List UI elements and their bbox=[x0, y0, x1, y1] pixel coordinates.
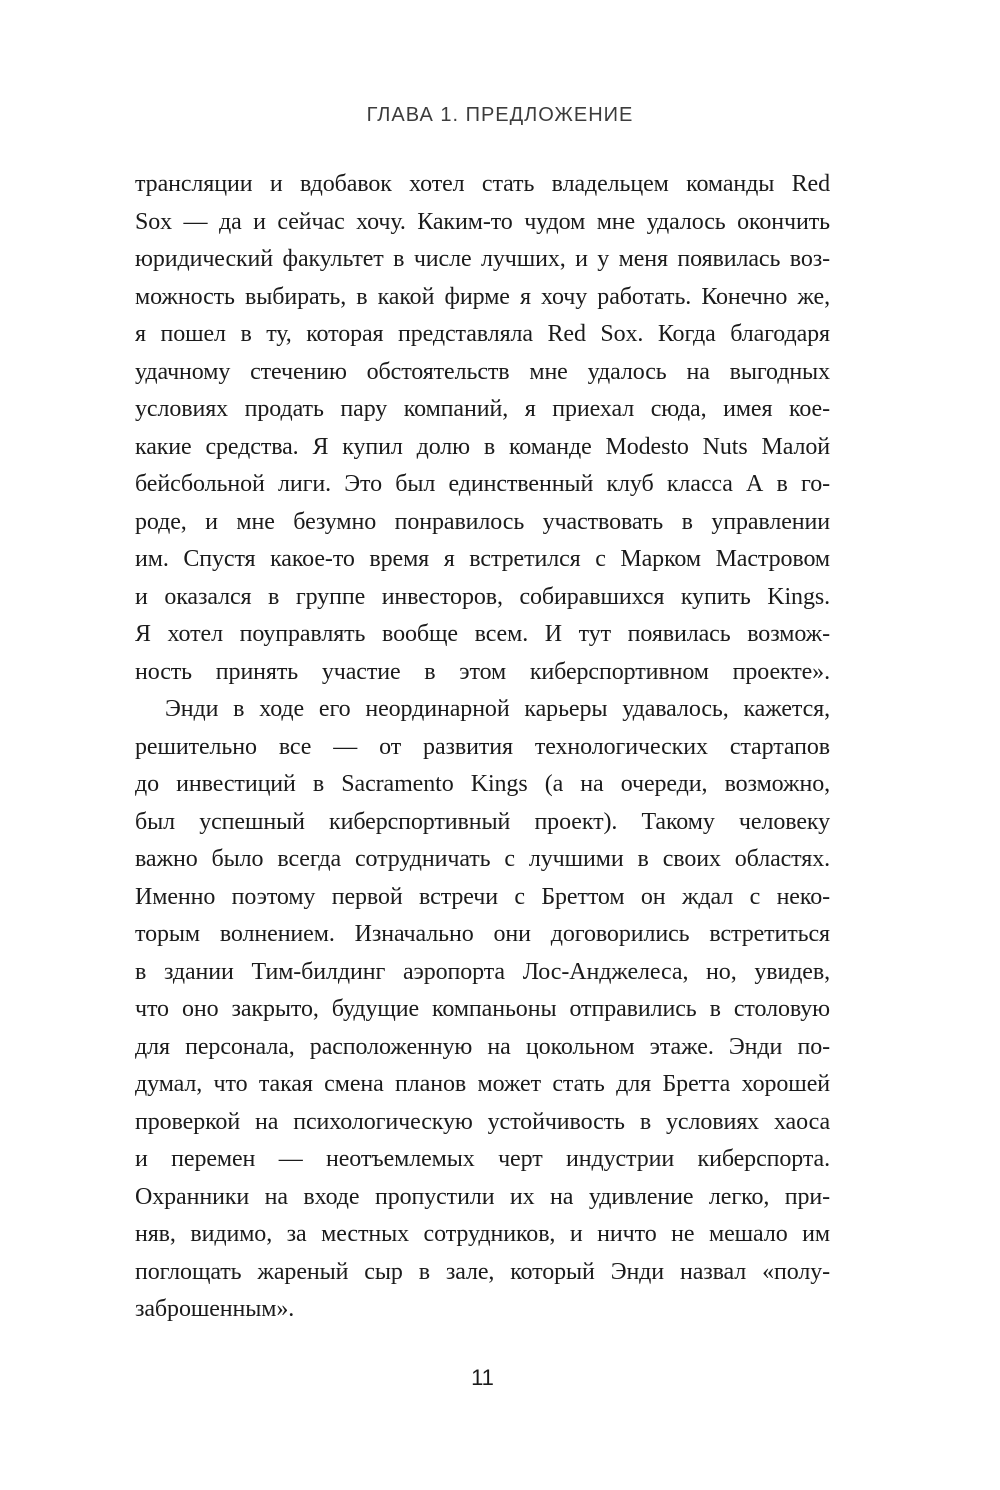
paragraph bbox=[135, 691, 830, 1329]
text-line: няв, видимо, за местных сотрудников, и ничто не мешало им bbox=[135, 1221, 830, 1247]
text-line: удачному стечению обстоятельств мне удалось на выгодных bbox=[135, 358, 830, 385]
text-line: я пошел в ту, которая представляла Red Sox. Когда благодаря bbox=[135, 321, 830, 347]
text-line: и перемен — неотъемлемых черт индустрии киберспорта. bbox=[135, 1146, 830, 1172]
text-line: Энди в ходе его неординарной карьеры удавалось, кажется, bbox=[165, 696, 830, 722]
text-line: решительно все — от развития технологических стартапов bbox=[135, 733, 830, 760]
text-line: какие средства. Я купил долю в команде Modesto Nuts Малой bbox=[135, 433, 830, 460]
text-line: поглощать жареный сыр в зале, который Энди назвал «полу- bbox=[135, 1258, 830, 1285]
text-line: трансляции и вдобавок хотел стать владельцем команды Red bbox=[135, 171, 830, 197]
text-line: ность принять участие в этом киберспортивном проекте». bbox=[135, 658, 830, 685]
chapter-running-header: ГЛАВА 1. ПРЕДЛОЖЕНИЕ bbox=[366, 104, 634, 126]
text-line: Охранники на входе пропустили их на удивление легко, при- bbox=[135, 1183, 830, 1210]
text-line: до инвестиций в Sacramento Kings (а на очереди, возможно, bbox=[135, 771, 830, 797]
text-line: важно было всегда сотрудничать с лучшими в своих областях. bbox=[135, 846, 830, 872]
page-body bbox=[135, 166, 830, 1329]
text-line: Sox — да и сейчас хочу. Каким-то чудом мне удалось окончить bbox=[135, 208, 830, 235]
text-line: юридический факультет в числе лучших, и у меня появилась воз- bbox=[135, 246, 830, 272]
text-line: роде, и мне безумно понравилось участвовать в управлении bbox=[135, 508, 830, 535]
text-line: им. Спустя какое-то время я встретился с Марком Мастровом bbox=[135, 546, 830, 572]
text-line: заброшенным». bbox=[135, 1296, 295, 1322]
text-line: был успешный киберспортивный проект). Такому человеку bbox=[135, 808, 830, 835]
text-line: бейсбольной лиги. Это был единственный клуб класса А в го- bbox=[135, 471, 830, 497]
text-line: в здании Тим-билдинг аэропорта Лос-Анджелеса, но, увидев, bbox=[135, 958, 830, 985]
text-line: можность выбирать, в какой фирме я хочу работать. Конечно же, bbox=[135, 283, 830, 310]
text-line: условиях продать пару компаний, я приехал сюда, имея кое- bbox=[135, 396, 830, 422]
text-line: проверкой на психологическую устойчивость в условиях хаоса bbox=[135, 1108, 830, 1135]
text-line: Я хотел поуправлять вообще всем. И тут появилась возмож- bbox=[135, 621, 830, 647]
text-line: для персонала, расположенную на цокольном этаже. Энди по- bbox=[135, 1033, 830, 1060]
text-line: Именно поэтому первой встречи с Бреттом он ждал с неко- bbox=[135, 883, 830, 910]
text-line: торым волнением. Изначально они договорились встретиться bbox=[135, 921, 830, 947]
text-line: что оно закрыто, будущие компаньоны отправились в столовую bbox=[135, 996, 830, 1022]
page-number: 11 bbox=[471, 1365, 494, 1390]
text-line: думал, что такая смена планов может стать для Бретта хорошей bbox=[135, 1071, 830, 1097]
text-line: и оказался в группе инвесторов, собиравшихся купить Kings. bbox=[135, 583, 830, 610]
paragraph bbox=[135, 166, 830, 691]
